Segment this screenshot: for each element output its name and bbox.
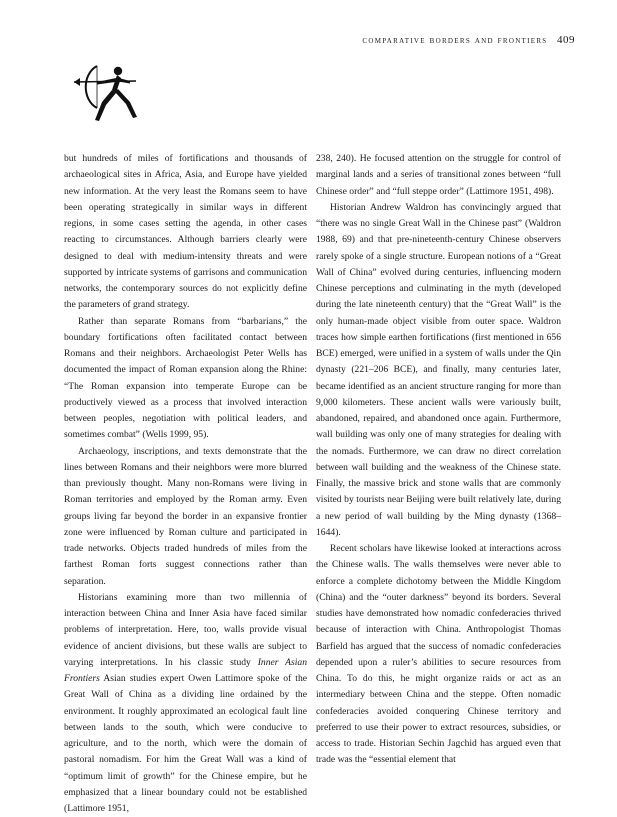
text-run: Historians examining more than two millennia of interaction between China and Inner Asia have faced similar problems of interpretation. Here, too, walls provide visual evidence of ancient divisions, but these walls are subject to varying interpretations. In his classic study <box>64 591 307 668</box>
running-title: comparative borders and frontiers <box>362 35 548 46</box>
archer-figure-icon <box>64 60 142 124</box>
paragraph: Historian Andrew Waldron has convincingly argued that “there was no single Great Wall in the Chinese past” (Waldron 1988, 69) and that pre-nineteenth-century Chinese observers rarely spoke of a single structure. European notions of a “Great Wall of China” evolved during centuries, influencing modern Chinese perceptions and culminating in the myth (developed during the late nineteenth century) that the “Great Wall” is the only human-made object visible from outer space. Waldron traces how simple earthen fortifications (first mentioned in 656 BCE) emerged, were unified in a system of walls under the Qin dynasty (221–206 BCE), and finally, many centuries later, became identified as an ancient structure ranging for more than 9,000 kilometers. These ancient walls were variously built, abandoned, repaired, and abandoned once again. Furthermore, wall building was only one of many strategies for dealing with the nomads. Furthermore, we can draw no direct correlation between wall building and the weakness of the Chinese state. Finally, the massive brick and stone walls that are commonly visited by tourists near Beijing were built relatively late, during a new period of wall building by the Ming dynasty (1368–1644). <box>316 201 561 538</box>
paragraph: Recent scholars have likewise looked at interactions across the Chinese walls. The walls themselves were never able to enforce a complete dichotomy between the Middle Kingdom (China) and the “outer darkness” beyond its borders. Several studies have demonstrated how nomadic confederacies thrived because of interaction with China. Anthropologist Thomas Barfield has argued that the success of nomadic confederacies depended upon a ruler’s abilities to secure resources from China. To do this, he might organize raids or act as an intermediary between China and the steppe. Often nomadic confederacies avoided conquering Chinese territory and preferred to use their power to extract resources, subsidies, or access to trade. Historian Sechin Jagchid has argued even that trade was the “essential element that <box>316 543 561 766</box>
right-column <box>316 151 561 769</box>
paragraph: 238, 240). He focused attention on the struggle for control of marginal lands and a series of transitional zones between “full Chinese order” and “full steppe order” (Lattimore 1951, 498). <box>316 153 561 197</box>
paragraph <box>64 590 307 817</box>
running-header <box>362 34 575 46</box>
paragraph: Rather than separate Romans from “barbarians,” the boundary fortifications often facilitated contact between Romans and their neighbors. Archaeologist Peter Wells has documented the impact of Roman expansion along the Rhine: “The Roman expansion into temperate Europe can be productively viewed as a process that involved interaction between peoples, negotiation with political leaders, and sometimes combat” (Wells 1999, 95). <box>64 315 307 441</box>
text-run: Asian studies expert Owen Lattimore spoke of the Great Wall of China as a dividing line ordained by the environment. It roughly approximated an ecological fault line between lands to the south, which were conducive to agriculture, and to the north, which were the domain of pastoral nomadism. For him the Great Wall was a kind of “optimum limit of growth” for the Chinese empire, but he emphasized that a linear boundary could not be established (Lattimore 1951, <box>64 673 307 814</box>
paragraph: Archaeology, inscriptions, and texts demonstrate that the lines between Romans and their neighbors were more blurred than previously thought. Many non-Romans were living in Roman territories and employed by the Roman army. Even groups living far beyond the border in an expansive frontier zone were influenced by Roman culture and participated in trade networks. Objects traded hundreds of miles from the farthest Roman forts suggest connections rather than separation. <box>64 445 307 587</box>
left-column <box>64 151 307 817</box>
page-number: 409 <box>557 34 575 46</box>
book-title: Inner Asian Frontiers <box>64 656 308 684</box>
paragraph: but hundreds of miles of fortifications and thousands of archaeological sites in Africa, Asia, and Europe have yielded new information. At the very least the Romans seem to have been operating strategically in similar ways in different regions, in some cases setting the agenda, in other cases reacting to circumstances. Although barriers clearly were designed to deal with medium-intensity threats and were supported by intricate systems of garrisons and communication networks, the contemporary sources do not explicitly define the parameters of grand strategy. <box>64 153 307 311</box>
